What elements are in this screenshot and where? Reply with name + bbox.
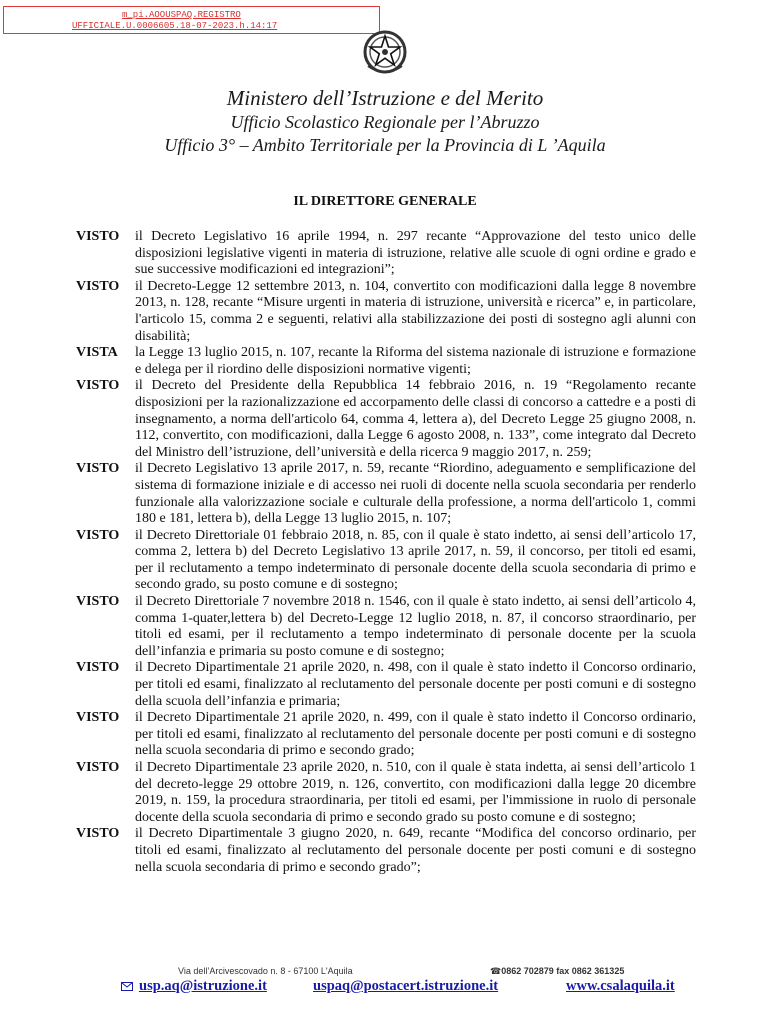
stamp-line-1: m_pi.AOOUSPAQ.REGISTRO (122, 10, 241, 20)
recital-keyword: VISTO (76, 826, 120, 842)
recital-text: il Decreto Direttoriale 7 novembre 2018 n. 1546, con il quale è stato indetto, ai sensi dell’articolo 4, comma 1-quater,lettera b) del Decreto-Legge 12 luglio 2018, n. 87, il concorso straordinario, per titoli ed esami, per il reclutamento a tempo indeterminato di personale docente per la scuola dell’infanzia e primaria su posto comune e di sostegno; (135, 594, 696, 659)
recital-entry (76, 660, 696, 710)
recital-text: il Decreto Direttoriale 01 febbraio 2018, n. 85, con il quale è stato indetto, ai sensi dell’articolo 17, comma 2, lettera b) del Decreto Legislativo 13 aprile 2017, n. 59, il concorso, per titoli ed esami, per il reclutamento a tempo indeterminato di personale docente della scuola secondaria di primo e secondo grado, su posto comune e di sostegno; (135, 527, 696, 593)
footer-address: Via dell’Arcivescovado n. 8 - 67100 L'Aquila (178, 966, 353, 976)
recital-entry (76, 461, 696, 527)
emblem-icon (360, 26, 410, 78)
recital-keyword: VISTO (76, 710, 120, 726)
email-link[interactable]: usp.aq@istruzione.it (139, 978, 267, 994)
footer-phone: ☎0862 702879 fax 0862 361325 (490, 966, 625, 976)
recital-entry (76, 760, 696, 826)
recital-keyword: VISTO (76, 594, 120, 610)
recital-keyword: VISTA (76, 345, 118, 361)
recital-entry (76, 826, 696, 876)
recital-keyword: VISTO (76, 461, 120, 477)
recital-keyword: VISTO (76, 378, 120, 394)
recital-entry (76, 279, 696, 345)
recital-text: la Legge 13 luglio 2015, n. 107, recante la Riforma del sistema nazionale di istruzione e formazione e delega per il riordino delle disposizioni normative vigenti; (135, 345, 696, 377)
website-link[interactable]: www.csalaquila.it (566, 978, 675, 994)
recital-text: il Decreto Dipartimentale 23 aprile 2020, n. 510, con il quale è stata indetta, ai sensi dell’articolo 1 del decreto-legge 29 ottobre 2019, n. 126, convertito, con modificazioni dalla legge 20 dicembre 2019, n. 159, la procedura straordinaria, per titoli ed esami, per l'immissione in ruolo di personale docente della scuola secondaria di primo e secondo grado su posto comune e di sostegno; (135, 760, 696, 825)
recital-keyword: VISTO (76, 278, 120, 294)
recital-entry (76, 594, 696, 660)
recital-text: il Decreto Dipartimentale 21 aprile 2020, n. 499, con il quale è stato indetto il Concorso ordinario, per titoli ed esami, finalizzato al reclutamento del personale docente per posti comuni e di sostegno nella scuola secondaria di primo e secondo grado; (135, 710, 696, 759)
recital-entry (76, 528, 696, 594)
recital-keyword: VISTO (76, 527, 120, 543)
unit-heading: Ufficio 3° – Ambito Territoriale per la Provincia di L ’Aquila (164, 135, 606, 155)
document-body (76, 229, 696, 876)
office-heading: Ufficio Scolastico Regionale per l’Abruzzo (230, 112, 540, 132)
mail-icon (121, 982, 133, 991)
recital-text: il Decreto Legislativo 16 aprile 1994, n. 297 recante “Approvazione del testo unico delle disposizioni legislative vigenti in materia di istruzione, relative alle scuole di ogni ordine e grado e sue successive modificazioni ed integrazioni”; (135, 229, 696, 278)
stamp-line-2: UFFICIALE.U.0006605.18-07-2023.h.14:17 (72, 21, 278, 31)
ministry-heading: Ministero dell’Istruzione e del Merito (226, 86, 544, 110)
recital-text: il Decreto del Presidente della Repubblica 14 febbraio 2016, n. 19 “Regolamento recante disposizioni per la razionalizzazione ed accorpamento delle classi di concorso a cattedre e a posti di insegnamento, a norma dell'articolo 64, comma 4, lettera a), del Decreto Legge 25 giugno 2008, n. 112, convertito, con modificazioni, dalla Legge 6 agosto 2008, n. 133”, come integrato dal Decreto del Ministro dell’istruzione, dell’università e della ricerca 9 maggio 2017, n. 259; (135, 378, 696, 460)
recital-keyword: VISTO (76, 229, 120, 244)
recital-keyword: VISTO (76, 660, 120, 676)
recital-entry (76, 378, 696, 461)
protocol-stamp (3, 6, 380, 34)
recital-text: il Decreto-Legge 12 settembre 2013, n. 104, convertito con modificazioni dalla legge 8 novembre 2013, n. 128, recante “Misure urgenti in materia di istruzione, università e ricerca” e, in particolare, l'articolo 15, comma 2 e seguenti, relativi alla stabilizzazione dei posti di sostegno agli alunni con disabilità; (135, 278, 696, 344)
recital-text: il Decreto Legislativo 13 aprile 2017, n. 59, recante “Riordino, adeguamento e semplificazione del sistema di formazione iniziale e di accesso nei ruoli di docente nella scuola secondaria per renderlo funzionale alla valorizzazione sociale e culturale della professione, a norma dell'articolo 1, commi 180 e 181, lettera b), della Legge 13 luglio 2015, n. 107; (135, 461, 696, 527)
recital-entry (76, 710, 696, 760)
recital-entry (76, 229, 696, 279)
recital-keyword: VISTO (76, 760, 120, 775)
pec-email-link[interactable]: uspaq@postacert.istruzione.it (313, 978, 499, 994)
recital-text: il Decreto Dipartimentale 21 aprile 2020, n. 498, con il quale è stato indetto il Concorso ordinario, per titoli ed esami, finalizzato al reclutamento del personale docente per posti comuni e di sostegno della scuola dell’infanzia e primaria; (135, 660, 696, 709)
document-title: IL DIRETTORE GENERALE (293, 194, 477, 209)
recital-text: il Decreto Dipartimentale 3 giugno 2020, n. 649, recante “Modifica del concorso ordinario, per titoli ed esami, finalizzato al reclutamento del personale docente per posti comuni e di sostegno nella scuola secondaria di primo e secondo grado”; (135, 826, 696, 875)
recital-entry (76, 345, 696, 378)
